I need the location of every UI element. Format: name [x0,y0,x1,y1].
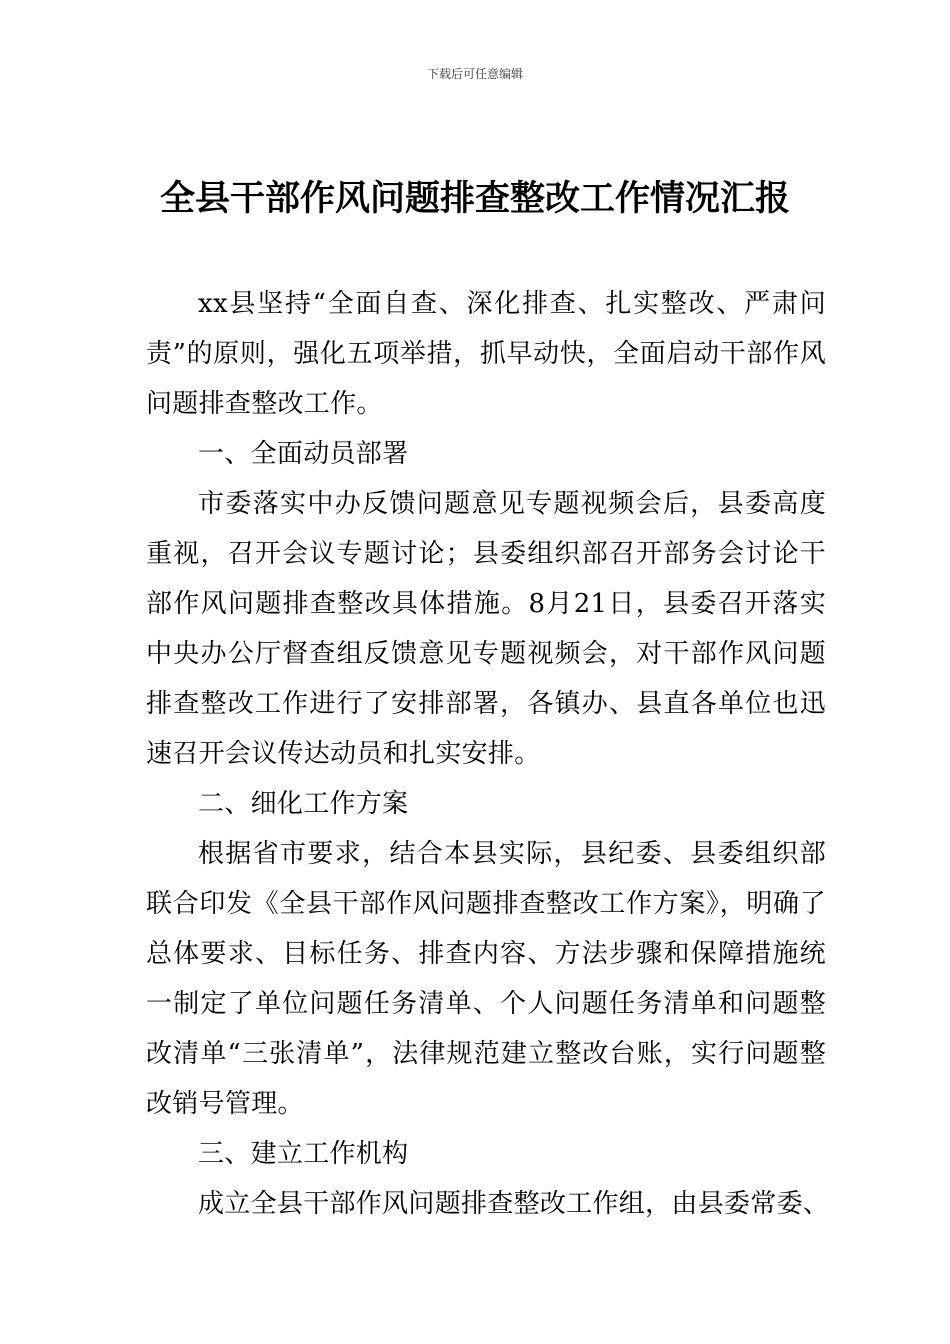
document-body [146,279,830,1229]
section-heading-2: 二、细化工作方案 [198,789,409,819]
section-heading-3: 三、建立工作机构 [198,1139,409,1169]
paragraph-intro: xx县坚持“全面自查、深化排查、扎实整改、严肃问责”的原则，强化五项举措，抓早动快，全面启动干部作风问题排查整改工作。 [146,289,826,419]
section-heading-1: 一、全面动员部署 [198,439,409,469]
page-header-note: 下载后可任意编辑 [426,67,523,81]
paragraph-section-2: 根据省市要求，结合本县实际，县纪委、县委组织部联合印发《全县干部作风问题排查整改工作方案》，明确了总体要求、目标任务、排查内容、方法步骤和保障措施统一制定了单位问题任务清单、个人问题任务清单和问题整改清单“三张清单”，法律规范建立整改台账，实行问题整改销号管理。 [146,839,826,1119]
paragraph-section-3: 成立全县干部作风问题排查整改工作组，由县委常委、 [198,1189,830,1219]
document-title: 全县干部作风问题排查整改工作情况汇报 [159,178,790,219]
paragraph-section-1: 市委落实中办反馈问题意见专题视频会后，县委高度重视，召开会议专题讨论；县委组织部召开部务会讨论干部作风问题排查整改具体措施。8月21日，县委召开落实中央办公厅督查组反馈意见专题视频会，对干部作风问题排查整改工作进行了安排部署，各镇办、县直各单位也迅速召开会议传达动员和扎实安排。 [146,489,826,769]
